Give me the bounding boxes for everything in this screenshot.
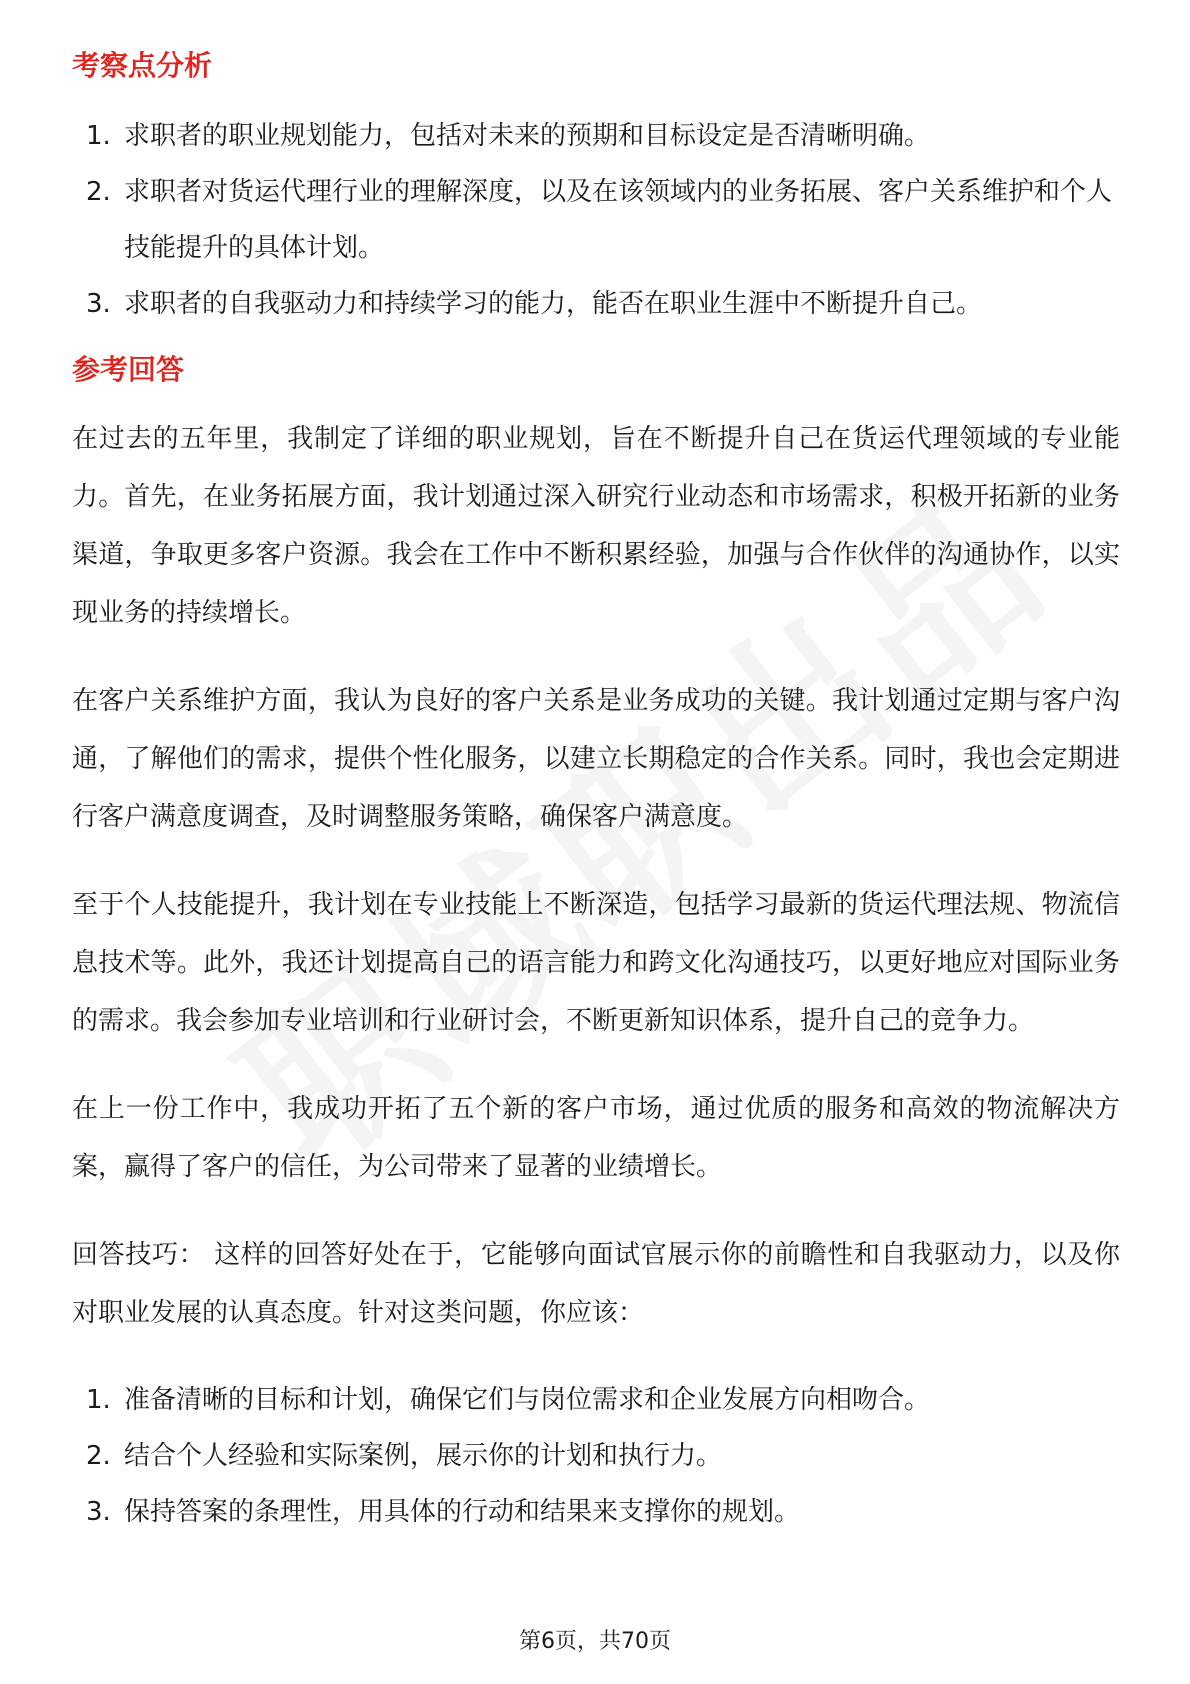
list-text: 准备清晰的目标和计划，确保它们与岗位需求和企业发展方向相吻合。 xyxy=(124,1385,931,1415)
list-text: 求职者的职业规划能力，包括对未来的预期和目标设定是否清晰明确。 xyxy=(124,121,931,151)
analysis-title: 考察点分析 xyxy=(72,49,213,82)
page-number: 第6页，共70页 xyxy=(519,1629,671,1654)
list-item xyxy=(72,1484,1120,1540)
answer-paragraph: 至于个人技能提升，我计划在专业技能上不断深造，包括学习最新的货运代理法规、物流信息技术等。此外，我还计划提高自己的语言能力和跨文化沟通技巧，以更好地应对国际业务的需求。我会参加专业培训和行业研讨会，不断更新知识体系，提升自己的竞争力。 xyxy=(72,890,1120,1036)
answer-paragraph: 在过去的五年里，我制定了详细的职业规划，旨在不断提升自己在货运代理领域的专业能力。首先，在业务拓展方面，我计划通过深入研究行业动态和市场需求，积极开拓新的业务渠道，争取更多客户资源。我会在工作中不断积累经验，加强与合作伙伴的沟通协作，以实现业务的持续增长。 xyxy=(72,424,1120,628)
list-text: 保持答案的条理性，用具体的行动和结果来支撑你的规划。 xyxy=(124,1497,801,1527)
list-number: 3. xyxy=(86,289,111,319)
answer-tips-intro: 回答技巧： 这样的回答好处在于，它能够向面试官展示你的前瞻性和自我驱动力，以及你对职业发展的认真态度。针对这类问题，你应该： xyxy=(72,1240,1120,1328)
list-number: 1. xyxy=(86,121,111,151)
list-item xyxy=(72,108,1120,164)
answer-title: 参考回答 xyxy=(72,353,185,386)
list-number: 2. xyxy=(86,177,111,207)
list-text: 结合个人经验和实际案例，展示你的计划和执行力。 xyxy=(124,1441,723,1471)
list-item xyxy=(72,1428,1120,1484)
page-content xyxy=(72,46,1120,1540)
list-text: 求职者对货运代理行业的理解深度，以及在该领域内的业务拓展、客户关系维护和个人技能提升的具体计划。 xyxy=(124,177,1113,263)
list-item xyxy=(72,1372,1120,1428)
answer-paragraph: 在上一份工作中，我成功开拓了五个新的客户市场，通过优质的服务和高效的物流解决方案，赢得了客户的信任，为公司带来了显著的业绩增长。 xyxy=(72,1094,1120,1182)
list-item xyxy=(72,164,1120,276)
tips-list xyxy=(72,1372,1120,1540)
answer-paragraph: 在客户关系维护方面，我认为良好的客户关系是业务成功的关键。我计划通过定期与客户沟通，了解他们的需求，提供个性化服务，以建立长期稳定的合作关系。同时，我也会定期进行客户满意度调查，及时调整服务策略，确保客户满意度。 xyxy=(72,686,1120,832)
list-number: 3. xyxy=(86,1497,111,1527)
list-number: 1. xyxy=(86,1385,111,1415)
list-text: 求职者的自我驱动力和持续学习的能力，能否在职业生涯中不断提升自己。 xyxy=(124,289,983,319)
list-number: 2. xyxy=(86,1441,111,1471)
analysis-list xyxy=(72,108,1120,332)
list-item xyxy=(72,276,1120,332)
